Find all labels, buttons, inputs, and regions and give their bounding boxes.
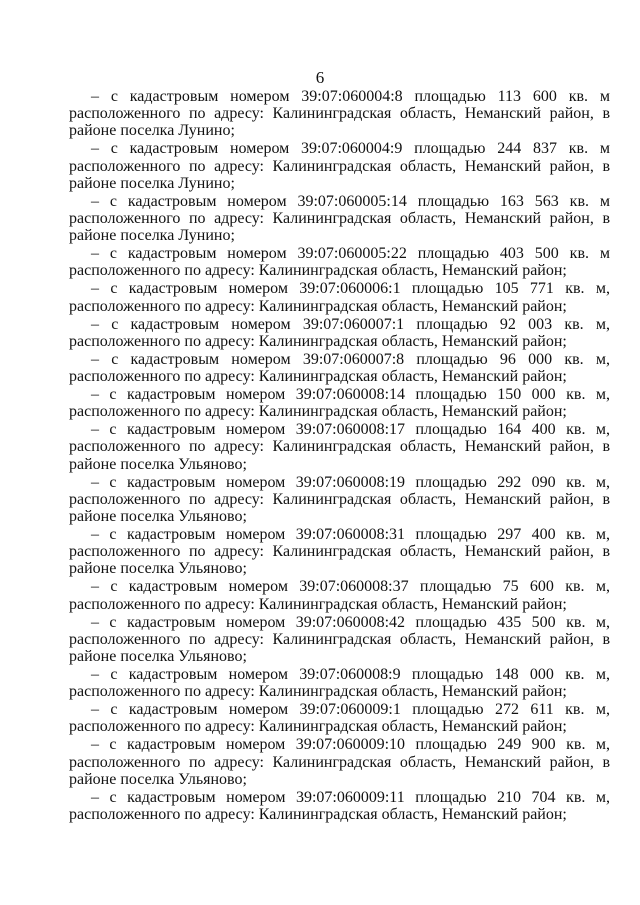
- item-first-line: – с кадастровым номером 39:07:060009:10 площадью 249 900 кв. м,: [91, 736, 610, 754]
- item-first-line: – с кадастровым номером 39:07:060004:8 площадью 113 600 кв. м: [91, 88, 610, 105]
- list-item: [69, 474, 610, 526]
- list-item: [69, 666, 610, 700]
- item-first-line: – с кадастровым номером 39:07:060009:11 площадью 210 704 кв. м,: [91, 788, 610, 806]
- list-item: [69, 526, 610, 578]
- list-item: [69, 736, 610, 788]
- item-address: расположенного по адресу: Калининградская область, Неманский район, в районе поселка Лунино;: [69, 105, 610, 140]
- item-address: расположенного по адресу: Калининградская область, Неманский район, в районе поселка Ульяново;: [69, 630, 610, 666]
- list-item: [69, 421, 610, 473]
- parcel-list: [69, 88, 610, 824]
- item-first-line: – с кадастровым номером 39:07:060008:42 площадью 435 500 кв. м,: [91, 613, 610, 631]
- item-first-line: – с кадастровым номером 39:07:060008:17 площадью 164 400 кв. м,: [91, 421, 610, 439]
- item-first-line: – с кадастровым номером 39:07:060008:31 площадью 297 400 кв. м,: [91, 526, 610, 544]
- list-item: [69, 789, 610, 823]
- item-address: расположенного по адресу: Калининградская область, Неманский район;: [69, 595, 567, 613]
- item-address: расположенного по адресу: Калининградская область, Неманский район;: [69, 806, 567, 824]
- item-address: расположенного по адресу: Калининградская область, Неманский район;: [69, 718, 567, 736]
- item-first-line: – с кадастровым номером 39:07:060008:9 площадью 148 000 кв. м,: [91, 666, 610, 684]
- list-item: [69, 280, 610, 314]
- item-address: расположенного по адресу: Калининградская область, Неманский район;: [69, 262, 567, 280]
- list-item: [69, 386, 610, 420]
- item-address: расположенного по адресу: Калининградская область, Неманский район, в районе поселка Ульяново;: [69, 753, 610, 788]
- list-item: [69, 578, 610, 612]
- item-address: расположенного по адресу: Калининградская область, Неманский район;: [69, 683, 567, 701]
- item-first-line: – с кадастровым номером 39:07:060008:19 площадью 292 090 кв. м,: [91, 473, 610, 491]
- item-first-line: – с кадастровым номером 39:07:060005:14 площадью 163 563 кв. м: [91, 192, 610, 210]
- page-number: 6: [315, 68, 325, 87]
- item-address: расположенного по адресу: Калининградская область, Неманский район;: [69, 368, 567, 386]
- item-first-line: – с кадастровым номером 39:07:060007:1 площадью 92 003 кв. м,: [91, 315, 610, 333]
- item-address: расположенного по адресу: Калининградская область, Неманский район, в районе поселка Лунино;: [69, 157, 610, 192]
- list-item: [69, 614, 610, 666]
- item-address: расположенного по адресу: Калининградская область, Неманский район, в районе поселка Ульяново;: [69, 490, 610, 526]
- item-first-line: – с кадастровым номером 39:07:060005:22 площадью 403 500 кв. м: [91, 245, 610, 263]
- item-address: расположенного по адресу: Калининградская область, Неманский район;: [69, 332, 567, 350]
- item-first-line: – с кадастровым номером 39:07:060007:8 площадью 96 000 кв. м,: [91, 350, 610, 368]
- list-item: [69, 245, 610, 279]
- item-address: расположенного по адресу: Калининградская область, Неманский район;: [69, 403, 567, 421]
- item-first-line: – с кадастровым номером 39:07:060008:37 площадью 75 600 кв. м,: [91, 578, 610, 596]
- list-item: [69, 140, 610, 192]
- list-item: [69, 193, 610, 245]
- list-item: [69, 701, 610, 735]
- item-first-line: – с кадастровым номером 39:07:060009:1 площадью 272 611 кв. м,: [91, 701, 610, 719]
- item-first-line: – с кадастровым номером 39:07:060004:9 площадью 244 837 кв. м: [91, 140, 610, 158]
- list-item: [69, 316, 610, 350]
- item-first-line: – с кадастровым номером 39:07:060008:14 площадью 150 000 кв. м,: [91, 386, 610, 404]
- item-address: расположенного по адресу: Калининградская область, Неманский район;: [69, 297, 567, 315]
- item-address: расположенного по адресу: Калининградская область, Неманский район, в районе поселка Ульяново;: [69, 543, 610, 578]
- list-item: [69, 351, 610, 385]
- item-address: расположенного по адресу: Калининградская область, Неманский район, в районе поселка Лунино;: [69, 210, 610, 245]
- item-first-line: – с кадастровым номером 39:07:060006:1 площадью 105 771 кв. м,: [91, 280, 610, 298]
- list-item: [69, 88, 610, 140]
- item-address: расположенного по адресу: Калининградская область, Неманский район, в районе поселка Ульяново;: [69, 438, 610, 473]
